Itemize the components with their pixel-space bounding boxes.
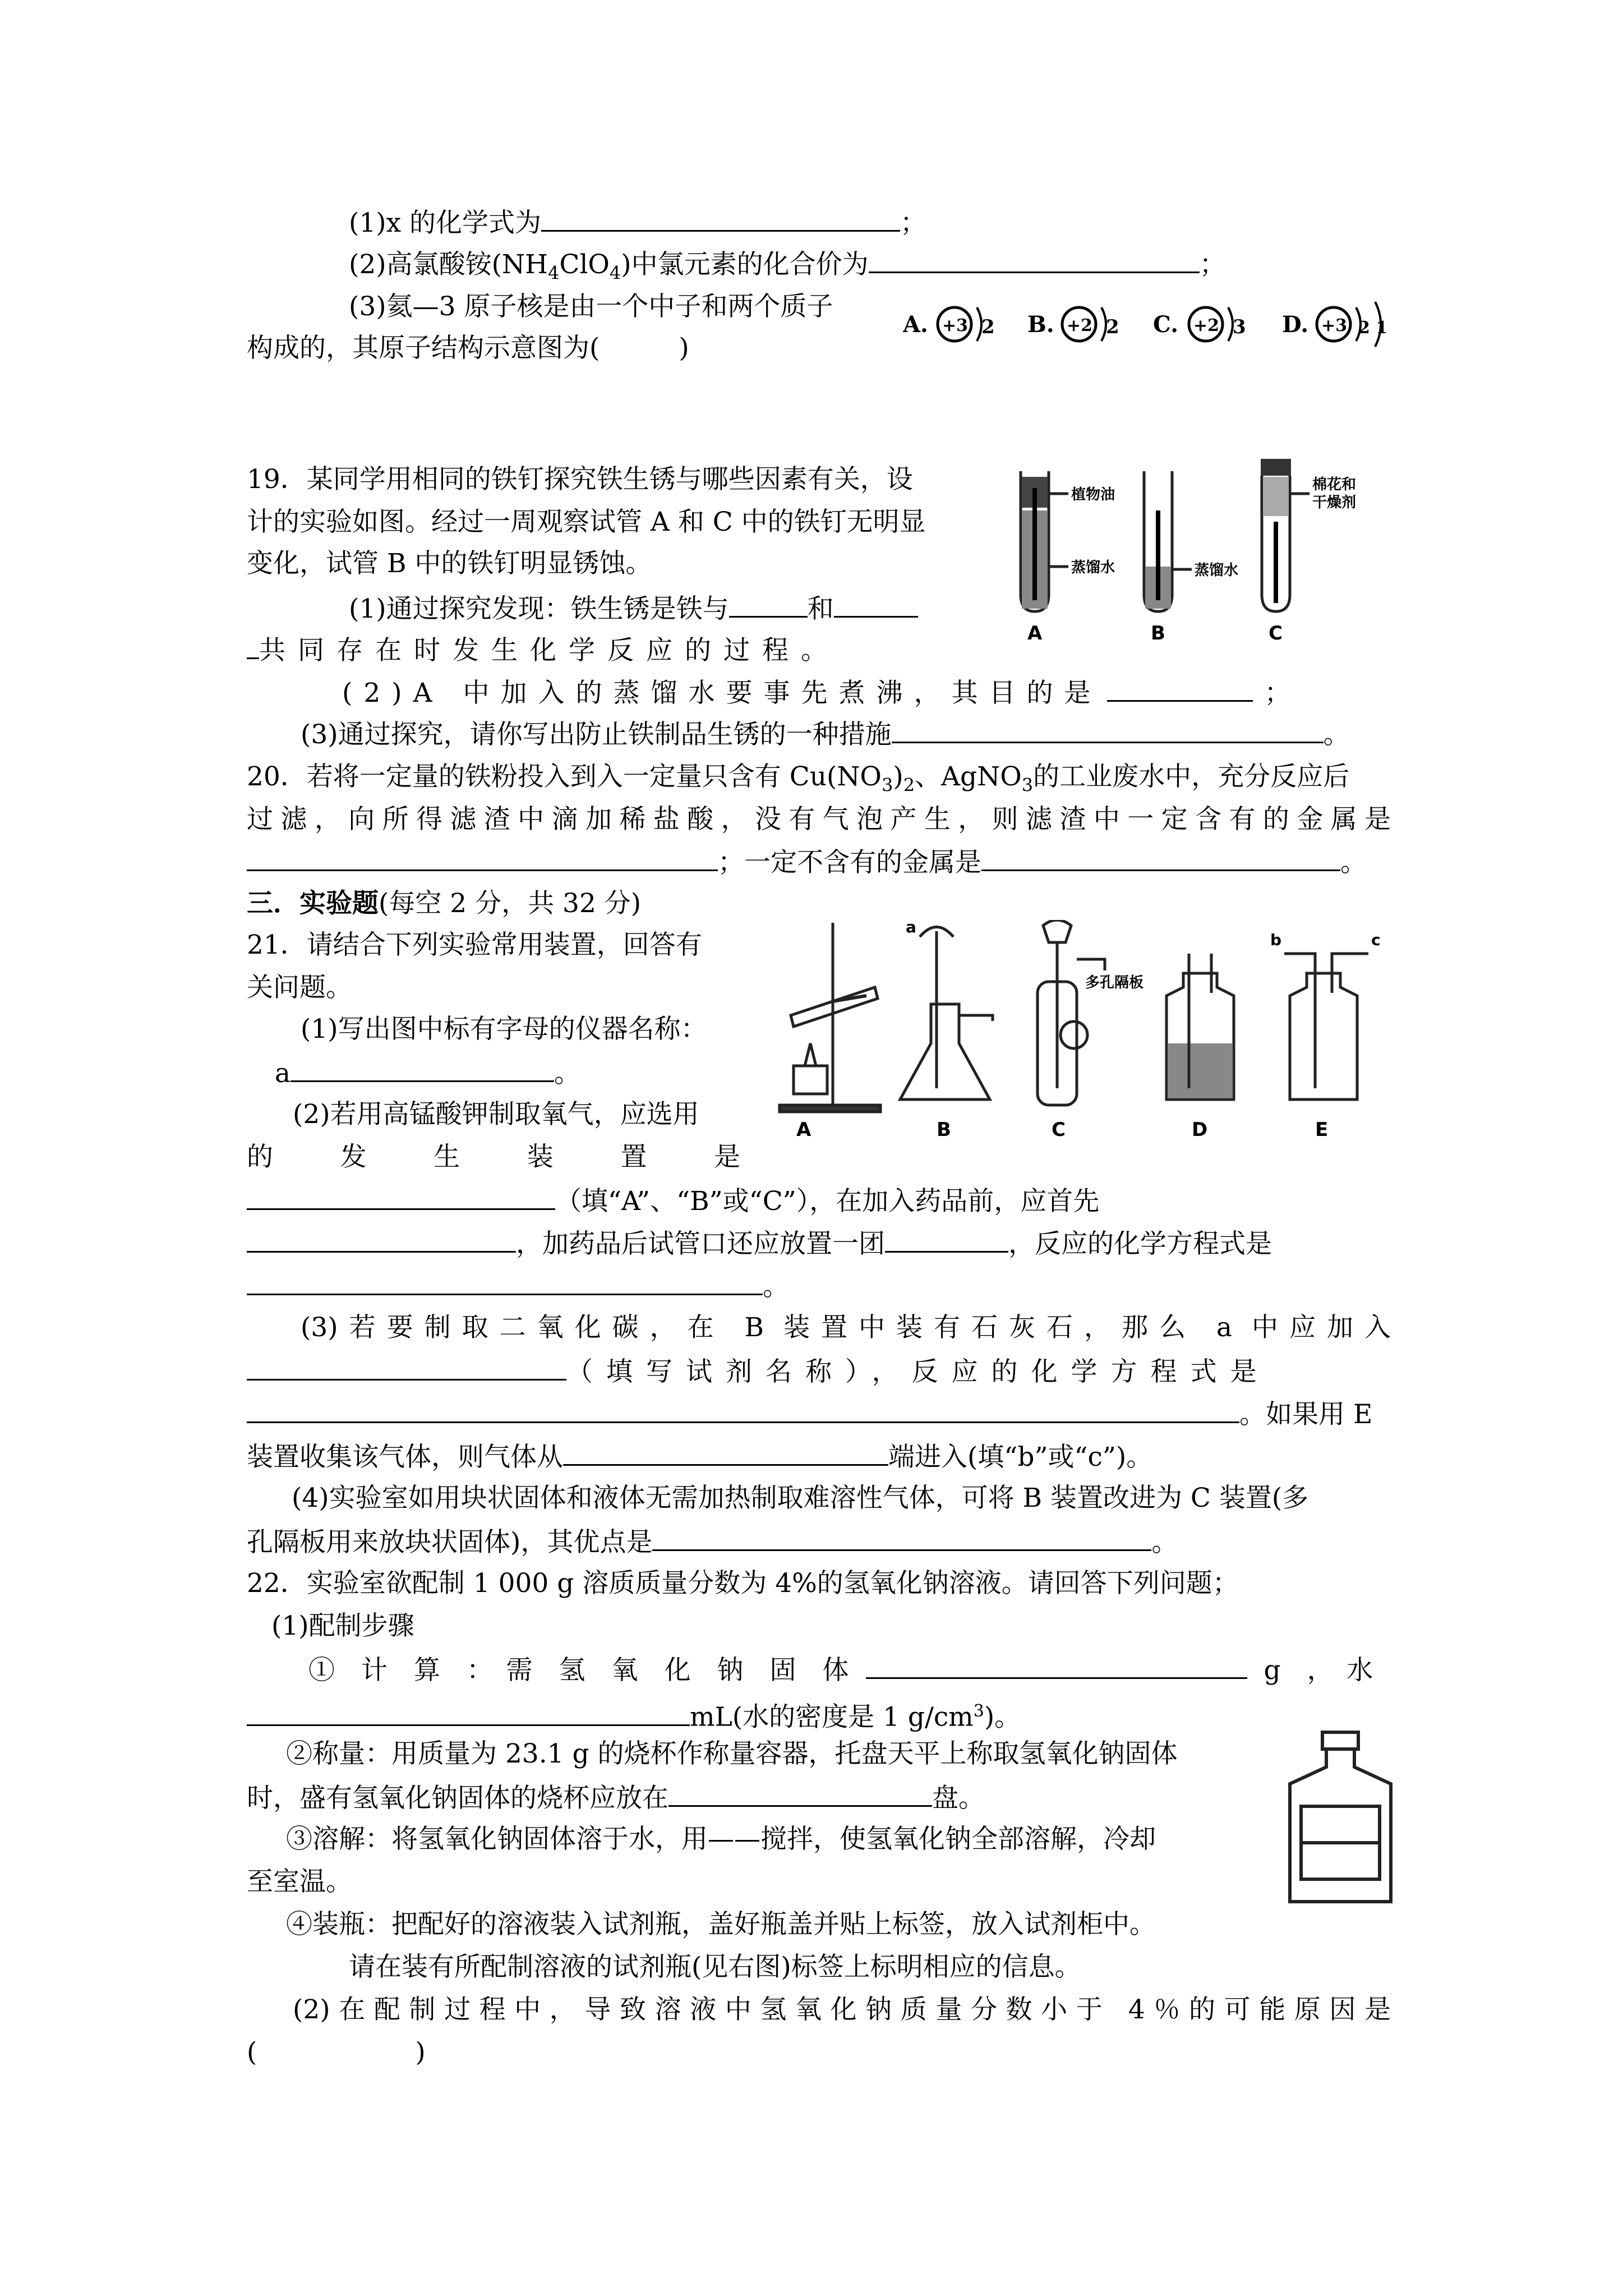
q21-blank-reagent[interactable] [247, 1351, 566, 1381]
apparatus-b-outlet-tube [959, 1015, 993, 1021]
q19-blank-purpose[interactable] [1107, 672, 1253, 702]
section3-heading: 三．实验题(每空 2 分，共 32 分) [247, 888, 642, 919]
option-a-nucleus: +3 [942, 316, 969, 335]
q21-line13: 装置收集该气体，则气体从 端进入(填“b”或“c”)。 [247, 1436, 1152, 1477]
atom-structure-options-figure [903, 292, 1391, 353]
q21-blank-inlet[interactable] [563, 1436, 888, 1466]
q21-blank-equation-o2[interactable] [247, 1266, 763, 1295]
q22-line8: 至室温。 [247, 1866, 352, 1897]
q19-line2: 计的实验如图。经过一周观察试管 A 和 C 中的铁钉无明显 [247, 507, 926, 537]
label-apparatus-b: B [937, 1119, 951, 1139]
q19-line3: 变化，试管 B 中的铁钉明显锈蚀。 [247, 548, 652, 579]
q21-line1: 21．请结合下列实验常用装置，回答有 [247, 930, 702, 960]
q20-line2: 过滤，向所得滤渣中滴加稀盐酸，没有气泡产生，则滤渣中一定含有的金属是 [247, 804, 1391, 835]
q22-line12: ( ) [247, 2037, 426, 2068]
q19-line7: (3)通过探究，请你写出防止铁制品生锈的一种措施 。 [301, 714, 1350, 754]
label-cotton-2: 干燥剂 [1312, 494, 1357, 511]
label-cotton-1: 棉花和 [1312, 476, 1357, 493]
label-tube-b: B [1151, 622, 1165, 645]
label-distilled-water-b: 蒸馏水 [1195, 562, 1239, 579]
option-a-shell-arc [977, 307, 981, 341]
label-vegetable-oil: 植物油 [1071, 486, 1115, 503]
label-c-port: c [1371, 931, 1381, 949]
q21-blank-instrument-a[interactable] [291, 1052, 554, 1082]
apparatus-b-flask [900, 1004, 990, 1099]
q18-part1: (1)x 的化学式为 ； [349, 202, 926, 243]
option-b-shells: 2 [1106, 316, 1119, 338]
q18-blank-valence[interactable] [869, 243, 1200, 273]
q21-blank-generator[interactable] [247, 1180, 555, 1210]
option-d-shells: 2 1 [1358, 318, 1388, 338]
q22-line9: ④装瓶：把配好的溶液装入试剂瓶，盖好瓶盖并贴上标签，放入试剂柜中。 [286, 1909, 1156, 1940]
q21-line9: 。 [247, 1266, 789, 1306]
q19-blank-1[interactable] [729, 588, 808, 618]
option-d-nucleus: +3 [1321, 316, 1348, 335]
q22-line7: ③溶解：将氢氧化钠固体溶于水，用——搅拌，使氢氧化钠全部溶解，冷却 [286, 1824, 1156, 1855]
q21-blank-first-step[interactable] [247, 1223, 516, 1253]
label-tube-a: A [1027, 622, 1043, 645]
option-d-letter[interactable]: D. [1282, 311, 1309, 338]
label-distilled-water-a: 蒸馏水 [1071, 559, 1115, 576]
option-c-nucleus: +2 [1193, 316, 1220, 335]
q19-blank-prevention[interactable] [892, 714, 1324, 743]
option-a-shells: 2 [981, 316, 995, 338]
q22-line2: (1)配制步骤 [271, 1611, 414, 1641]
q21-blank-cotton[interactable] [885, 1223, 1008, 1253]
q21-line6: 的 发 生 装 置 是 [247, 1142, 740, 1172]
q21-blank-equation-co2[interactable] [247, 1393, 1239, 1423]
apparatus-c-funnel [1043, 920, 1071, 942]
q21-line5: (2)若用高锰酸钾制取氧气，应选用 [293, 1099, 699, 1130]
lab-apparatus-svg [768, 920, 1391, 1139]
q21-line8: ，加药品后试管口还应放置一团 ，反应的化学方程式是 [247, 1223, 1272, 1264]
q19-line4: (1)通过探究发现：铁生锈是铁与 和 [349, 588, 918, 629]
q21-line7: （填“A”、“B”或“C”），在加入药品前，应首先 [247, 1180, 1099, 1221]
reagent-bottle-figure [1279, 1728, 1402, 1913]
atom-structure-options-svg [903, 292, 1391, 353]
q22-line3: ① 计 算 ： 需 氢 氧 化 钠 固 体 g ， 水 [308, 1649, 1373, 1690]
option-a-letter[interactable]: A. [903, 311, 928, 338]
test-tubes-svg [1009, 454, 1402, 645]
label-apparatus-d: D [1192, 1119, 1208, 1139]
q22-line11: (2)在配制过程中，导致溶液中氢氧化钠质量分数小于 4％的可能原因是 [293, 1994, 1391, 2025]
q20-blank-contains[interactable] [247, 841, 718, 871]
apparatus-a-flame [805, 1043, 816, 1066]
apparatus-e-bottle [1290, 973, 1357, 1099]
iron-rust-test-tubes-figure [1009, 454, 1402, 645]
label-apparatus-a: A [796, 1119, 811, 1139]
q21-blank-advantage[interactable] [652, 1521, 1151, 1551]
q21-line12: 。如果用 E [247, 1393, 1372, 1434]
apparatus-a-stand-base [780, 1105, 880, 1112]
q19-blank-2-cont[interactable] [247, 629, 259, 659]
q19-blank-2[interactable] [834, 588, 918, 618]
q18-blank-formula[interactable] [541, 202, 900, 232]
option-c-shells: 3 [1233, 316, 1246, 338]
label-porous-plate: 多孔隔板 [1085, 974, 1144, 991]
apparatus-d-liquid [1168, 1043, 1233, 1098]
q21-line3: (1)写出图中标有字母的仪器名称： [301, 1014, 707, 1045]
q18-part3-line2: 构成的，其原子结构示意图为( ) [247, 333, 689, 364]
reagent-bottle-svg [1279, 1728, 1402, 1913]
apparatus-c-outlet [1077, 959, 1105, 970]
apparatus-c-porous-plate [1061, 1022, 1087, 1048]
label-a-funnel: a [906, 920, 916, 936]
q21-line15: 孔隔板用来放块状固体)，其优点是 。 [247, 1521, 1178, 1562]
lab-apparatus-figure [768, 920, 1391, 1139]
label-tube-c: C [1269, 622, 1283, 645]
q22-line10: 请在装有所配制溶液的试剂瓶(见右图)标签上标明相应的信息。 [349, 1952, 1081, 1982]
q21-line11: （填写试剂名称），反应的化学方程式是 [247, 1351, 1270, 1392]
q22-line5: ②称量：用质量为 23.1 g 的烧杯作称量容器，托盘天平上称取氢氧化钠固体 [286, 1738, 1178, 1769]
option-b-nucleus: +2 [1067, 316, 1093, 335]
apparatus-a-alcohol-lamp [794, 1066, 827, 1094]
label-apparatus-c: C [1052, 1119, 1066, 1139]
q20-line3: ；一定不含有的金属是 。 [247, 841, 1367, 882]
q21-line4: a 。 [275, 1052, 580, 1093]
q22-line6: 时，盛有氢氧化钠固体的烧杯应放在 盘。 [247, 1777, 985, 1818]
q18-part3-line1: (3)氦—3 原子核是由一个中子和两个质子 [349, 291, 833, 322]
q18-part2: (2)高氯酸铵$(NH_4ClO_4)$中氯元素的化合价为 ； [349, 243, 1226, 292]
q22-line1: 22．实验室欲配制 1 000 g 溶质质量分数为 4%的氢氧化钠溶液。请回答下列问题； [247, 1568, 1239, 1599]
option-c-letter[interactable]: C. [1153, 311, 1179, 338]
q21-line14: (4)实验室如用块状固体和液体无需加热制取难溶性气体，可将 B 装置改进为 C 装置(多 [292, 1483, 1309, 1513]
tube-c-stopper [1261, 459, 1291, 476]
label-b-port: b [1270, 931, 1282, 949]
q20-blank-not-contains[interactable] [981, 841, 1340, 871]
q21-line2: 关问题。 [247, 972, 352, 1003]
option-b-shell-arc [1101, 307, 1106, 341]
q22-blank-water-volume[interactable] [247, 1696, 690, 1726]
q19-line6: (2)A 中加入的蒸馏水要事先煮沸，其目的是 ； [342, 672, 1290, 713]
q22-line4: mL(水的密度是 1 $g/cm^3$)。 [247, 1692, 1021, 1737]
q20-line1: 20．若将一定量的铁粉投入到入一定量只含有 $Cu(NO_3)_2$、AgNO$_3$的工业废水中，充分反应后 [247, 761, 1350, 796]
q22-blank-naoh-mass[interactable] [866, 1649, 1247, 1679]
option-c-shell-arc [1228, 307, 1233, 341]
q19-line1: 19．某同学用相同的铁钉探究铁生锈与哪些因素有关，设 [247, 464, 913, 495]
bottle-stopper [1322, 1732, 1358, 1749]
q21-line10: (3)若要制取二氧化碳，在 B 装置中装有石灰石，那么 a 中应加入 [301, 1312, 1391, 1343]
label-apparatus-e: E [1315, 1119, 1329, 1139]
q22-blank-pan[interactable] [668, 1777, 932, 1807]
q19-line5: 共同存在时发生化学反应的过程。 [247, 629, 967, 670]
tube-c-cotton-desiccant [1263, 477, 1289, 516]
option-b-letter[interactable]: B. [1027, 311, 1054, 338]
